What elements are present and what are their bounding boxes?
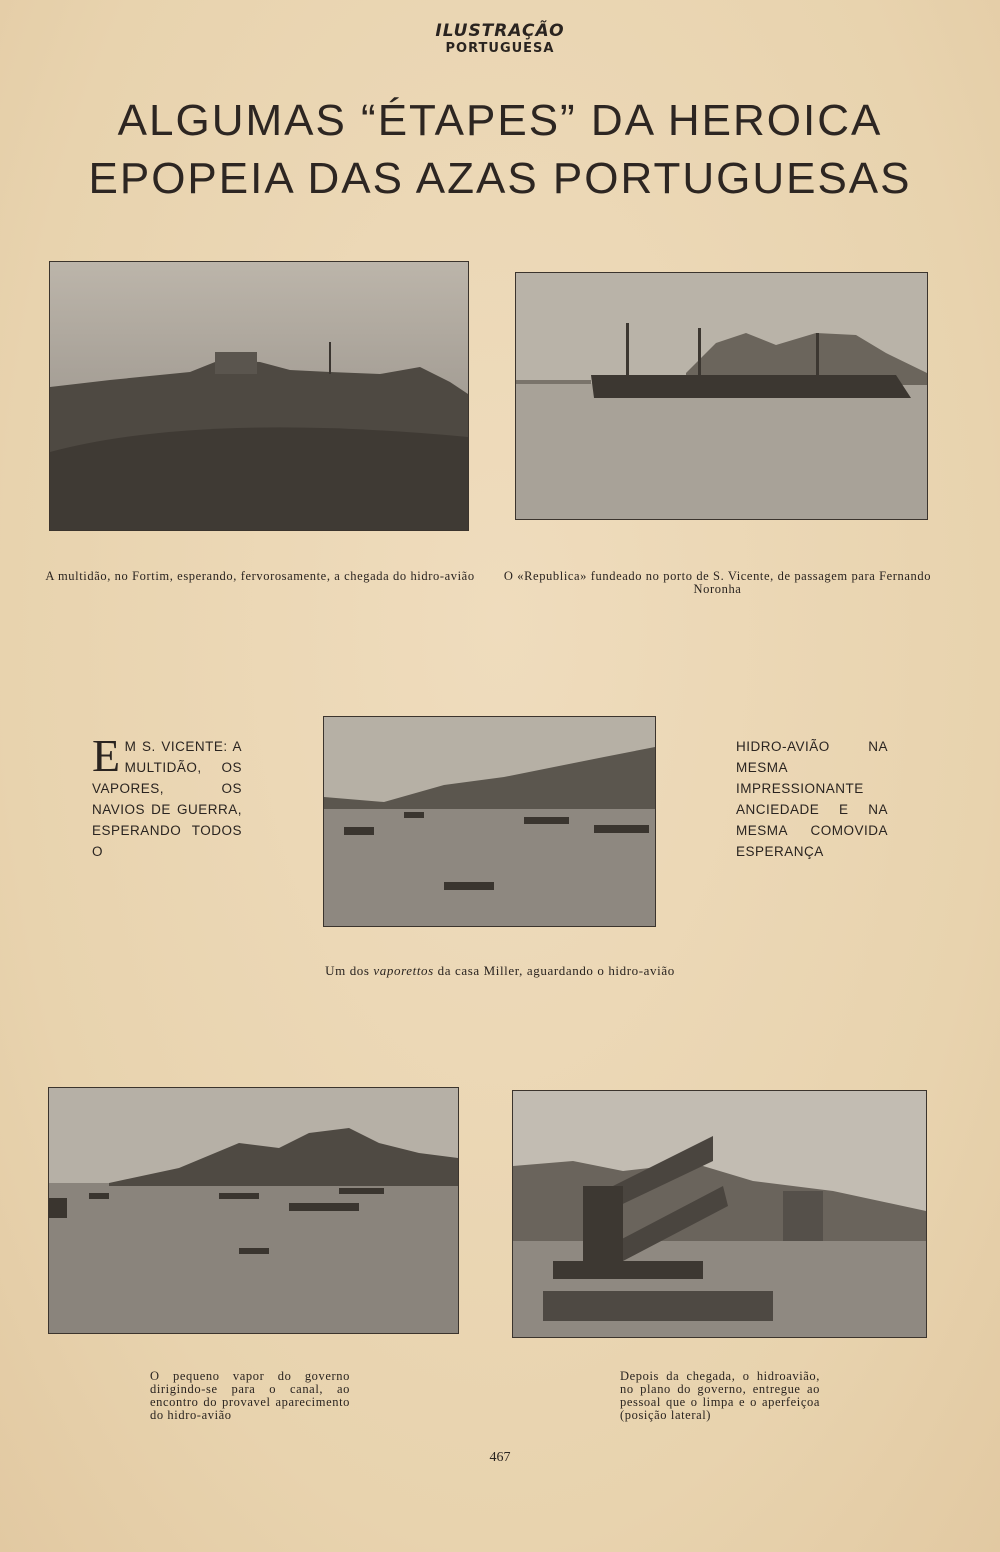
caption-vaporetto — [200, 964, 800, 977]
photo-vaporetto — [323, 716, 656, 927]
caption-republica: O «Republica» fundeado no porto de S. Vicente, de passagem para Fernando Noronha — [503, 569, 932, 596]
masthead-line2: PORTUGUESA — [445, 41, 555, 56]
photo-government-steamer — [48, 1087, 459, 1334]
masthead-line1: ILUSTRAÇÃO — [435, 21, 565, 41]
headline-line1: ALGUMAS “ÉTAPES” DA HEROICA — [117, 96, 883, 145]
masthead-logo — [0, 22, 1000, 58]
photo-crowd-fortim — [49, 261, 469, 531]
page-number: 467 — [489, 1450, 511, 1465]
caption-government-steamer: O pequeno vapor do governo dirigindo-se para o canal, ao encontro do provavel aparecimento do hidro-avião — [150, 1369, 350, 1422]
caption-seaplane: Depois da chegada, o hidroavião, no plano do governo, entregue ao pessoal que o limpa e o aperfeiçoa (posição lateral) — [620, 1369, 820, 1422]
photo-seaplane — [512, 1090, 927, 1338]
photo-republica-ship — [515, 272, 928, 520]
headline-line2: EPOPEIA DAS AZAS PORTUGUESAS — [88, 154, 912, 203]
side-text-left — [92, 730, 242, 862]
caption-vaporetto-post: da casa Miller, aguardando o hidro-avião — [433, 963, 675, 978]
drop-cap: E — [92, 730, 121, 781]
side-text-left-body: M S. VICENTE: A MULTIDÃO, OS VAPORES, OS NAVIOS DE GUERRA, ESPERANDO TODOS O — [92, 739, 242, 859]
caption-crowd-fortim: A multidão, no Fortim, esperando, fervorosamente, a chegada do hidro-avião — [45, 569, 475, 583]
side-text-right: HIDRO-AVIÃO NA MESMA IMPRESSIONANTE ANCIEDADE E NA MESMA COMOVIDA ESPERANÇA — [736, 739, 888, 859]
caption-vaporetto-pre: Um dos — [325, 963, 374, 978]
caption-vaporetto-em: vaporettos — [373, 963, 434, 978]
